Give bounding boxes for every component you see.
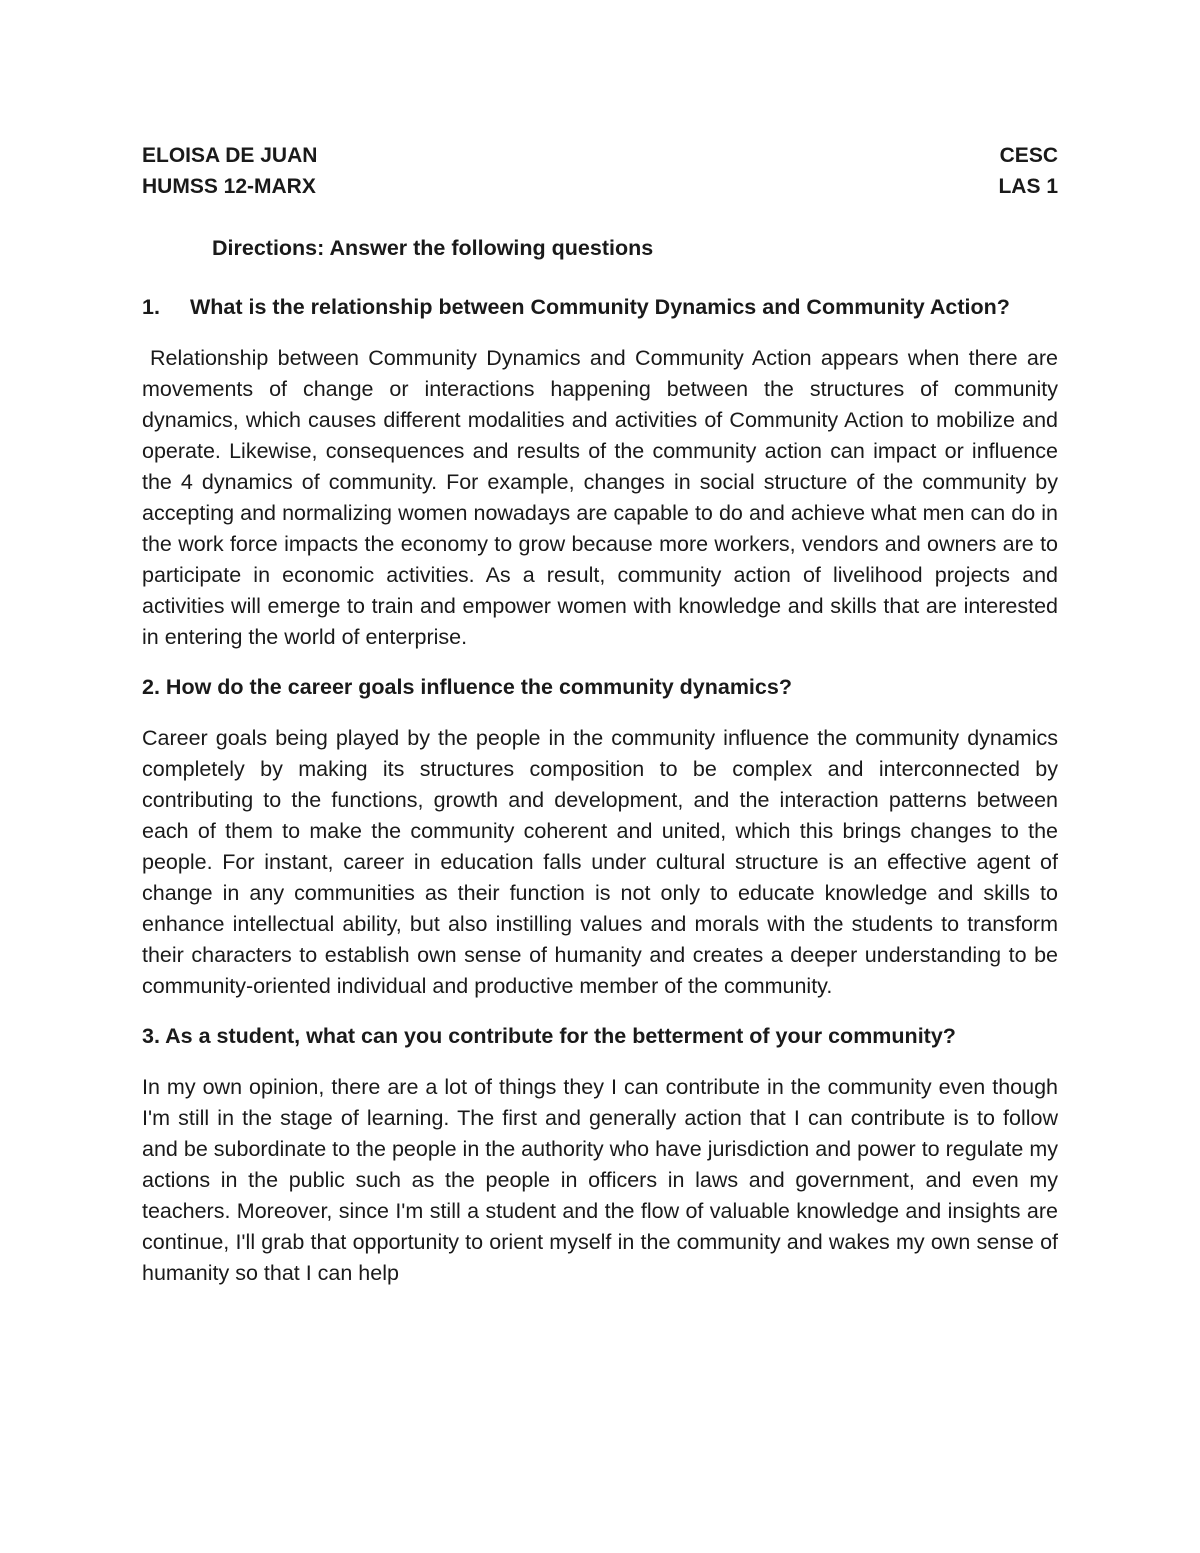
question-3 — [142, 1021, 1058, 1052]
question-1-text: What is the relationship between Community Dynamics and Community Action? — [190, 295, 1010, 319]
answer-3: In my own opinion, there are a lot of things they I can contribute in the community even though I'm still in the stage of learning. The first and generally action that I can contribute is to follow and be subordinate to the people in the authority who have jurisdiction and power to regulate my actions in the public such as the people in officers in laws and government, and even my teachers. Moreover, since I'm still a student and the flow of valuable knowledge and insights are continue, I'll grab that opportunity to orient myself in the community and wakes my own sense of humanity so that I can help — [142, 1075, 1058, 1285]
activity-label: LAS 1 — [998, 175, 1058, 198]
question-2-number: 2. — [142, 675, 160, 699]
question-3-text: As a student, what can you contribute for the betterment of your community? — [165, 1024, 956, 1048]
answer-2: Career goals being played by the people in the community influence the community dynamics completely by making its structures composition to be complex and interconnected by contributing to the functions, growth and development, and the interaction patterns between each of them to make the community coherent and united, which this brings changes to the people. For instant, career in education falls under cultural structure is an effective agent of change in any communities as their function is not only to educate knowledge and skills to enhance intellectual ability, but also instilling values and morals with the students to transform their characters to establish own sense of humanity and creates a deeper understanding to be community-oriented individual and productive member of the community. — [142, 726, 1058, 998]
header-row-1 — [142, 140, 1058, 171]
subject-code: CESC — [999, 144, 1058, 167]
student-section: HUMSS 12-MARX — [142, 175, 316, 198]
question-1-number: 1. — [142, 295, 160, 319]
header-row-2 — [142, 171, 1058, 202]
student-name: ELOISA DE JUAN — [142, 144, 318, 167]
question-1 — [142, 292, 1058, 323]
directions: Directions: Answer the following questions — [212, 236, 654, 260]
question-3-number: 3. — [142, 1024, 160, 1048]
question-2 — [142, 672, 1058, 703]
document-page — [142, 140, 1058, 1289]
question-2-text: How do the career goals influence the community dynamics? — [165, 675, 792, 699]
answer-1: Relationship between Community Dynamics and Community Action appears when there are movements of change or interactions happening between the structures of community dynamics, which causes different modalities and activities of Community Action to mobilize and operate. Likewise, consequences and results of the community action can impact or influence the 4 dynamics of community. For example, changes in social structure of the community by accepting and normalizing women nowadays are capable to do and achieve what men can do in the work force impacts the economy to grow because more workers, vendors and owners are to participate in economic activities. As a result, community action of livelihood projects and activities will emerge to train and empower women with knowledge and skills that are interested in entering the world of enterprise. — [142, 346, 1058, 649]
